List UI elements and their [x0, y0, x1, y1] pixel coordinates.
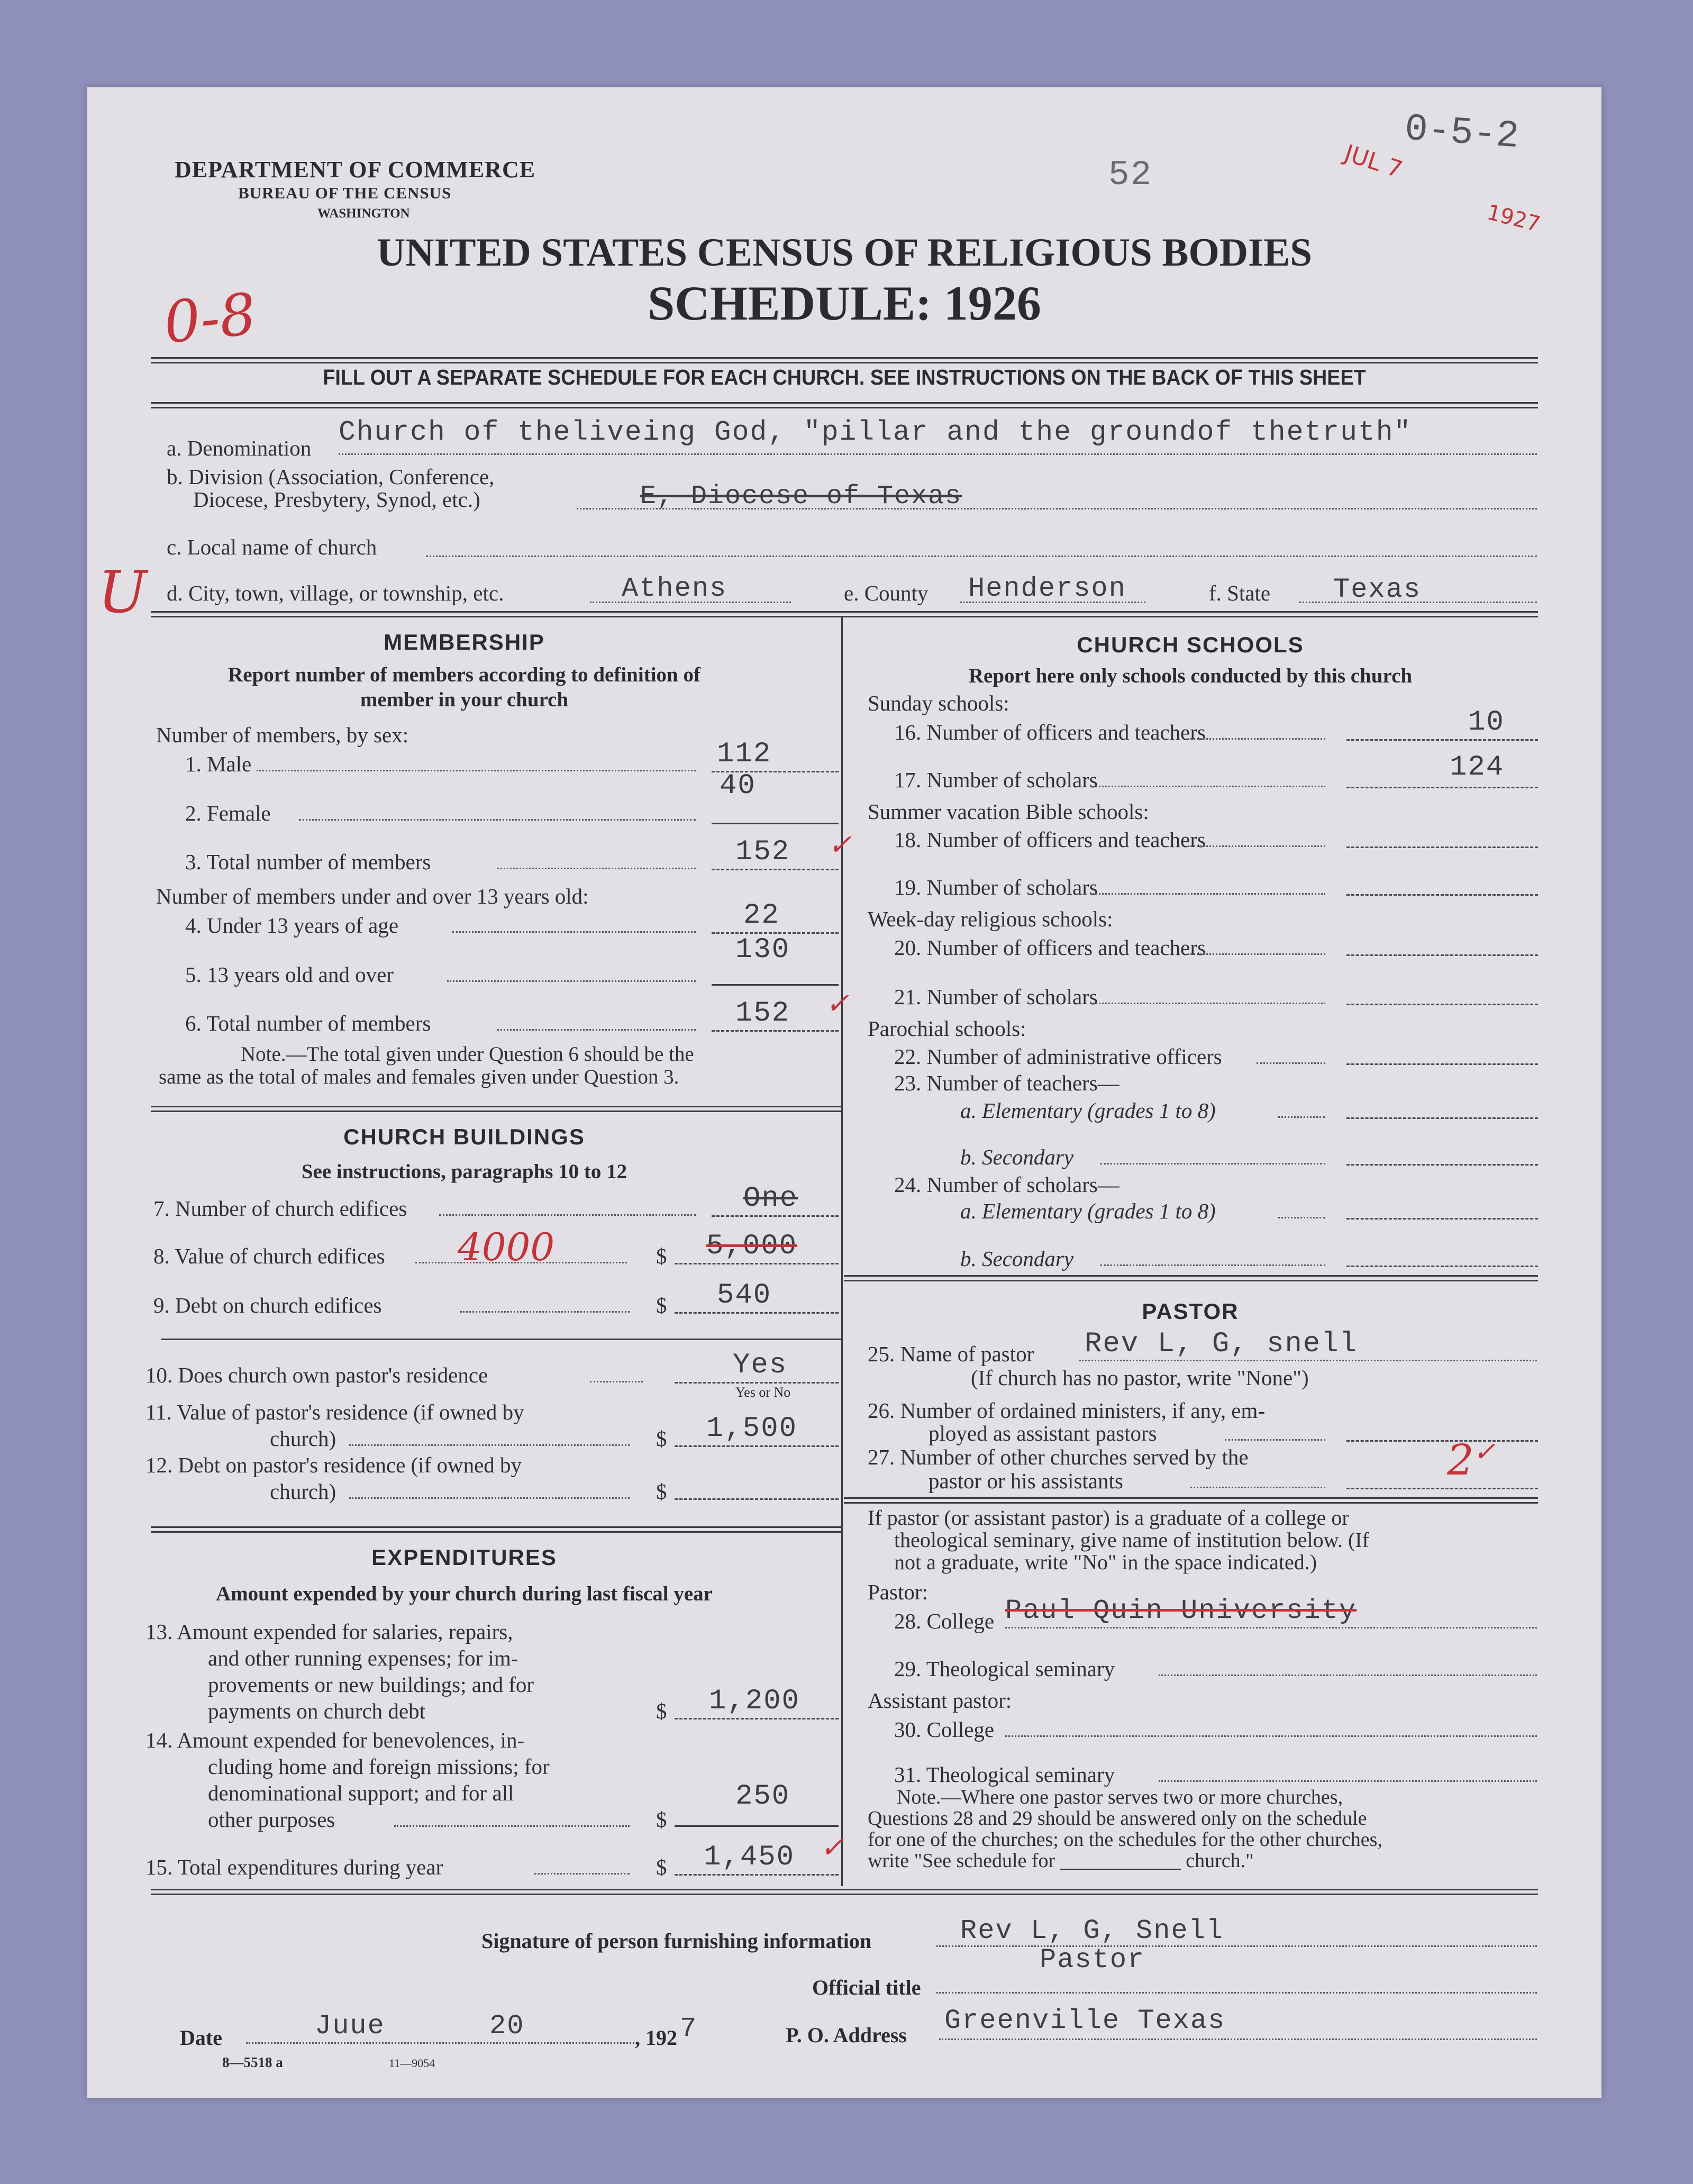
date-year-digit[interactable]: 7 — [680, 2013, 698, 2044]
graduate-text-2: theological seminary, give name of institution below. (If — [894, 1528, 1369, 1552]
separate-schedule-instruction: FILL OUT A SEPARATE SCHEDULE FOR EACH CHURCH. SEE INSTRUCTIONS ON THE BACK OF THIS SHEET — [323, 365, 1366, 389]
margin-check-mark: U — [98, 558, 147, 626]
q4-dots — [452, 931, 696, 933]
q13-line-3: provements or new buildings; and for — [208, 1672, 534, 1697]
county-line — [960, 602, 1145, 603]
q27-line-1: 27. Number of other churches served by the — [868, 1445, 1249, 1469]
q26-answer-line — [1346, 1440, 1538, 1442]
q14-dollar: $ — [656, 1807, 667, 1832]
q11-dollar: $ — [656, 1426, 667, 1451]
q15-check-icon: ✓ — [820, 1831, 844, 1864]
membership-heading: MEMBERSHIP — [384, 630, 545, 654]
q12-answer-line — [675, 1498, 839, 1500]
pastor-sub-label: Pastor: — [868, 1580, 928, 1604]
q7-label: 7. Number of church edifices — [153, 1196, 407, 1221]
q23b-answer-line — [1346, 1164, 1538, 1166]
q12-dots — [349, 1497, 630, 1499]
q10-hint: Yes or No — [735, 1385, 791, 1400]
buildings-rule — [151, 1526, 841, 1533]
q4-value[interactable]: 22 — [743, 899, 780, 932]
q22-label: 22. Number of administrative officers — [894, 1044, 1222, 1069]
q23-label: 23. Number of teachers— — [894, 1071, 1119, 1095]
q20-label: 20. Number of officers and teachers — [894, 935, 1206, 960]
q29-label: 29. Theological seminary — [894, 1657, 1115, 1681]
q19-label: 19. Number of scholars — [894, 875, 1098, 899]
membership-note-2: same as the total of males and females given under Question 3. — [159, 1066, 679, 1088]
signature-line — [936, 1945, 1537, 1947]
county-value[interactable]: Henderson — [968, 573, 1126, 604]
q1-label: 1. Male — [185, 752, 252, 776]
department-heading: DEPARTMENT OF COMMERCE — [175, 157, 536, 183]
q28-dots — [1005, 1627, 1537, 1628]
expenditures-heading: EXPENDITURES — [371, 1545, 557, 1570]
q2-label: 2. Female — [185, 801, 271, 825]
q3-answer-line — [712, 869, 839, 870]
po-address-line — [939, 2039, 1537, 2040]
q23a-label: a. Elementary (grades 1 to 8) — [960, 1098, 1216, 1123]
q16-label: 16. Number of officers and teachers — [894, 720, 1206, 744]
membership-sub-2: member in your church — [360, 688, 569, 711]
q5-value[interactable]: 130 — [735, 934, 790, 966]
q28-label: 28. College — [894, 1609, 995, 1633]
q11-label-2: church) — [270, 1426, 336, 1451]
local-name-label: c. Local name of church — [167, 535, 377, 559]
q8-label: 8. Value of church edifices — [153, 1244, 385, 1268]
schools-sub: Report here only schools conducted by this church — [968, 665, 1413, 687]
q13-line-1: 13. Amount expended for salaries, repairs, — [145, 1619, 513, 1644]
expenditures-sub: Amount expended by your church during last fiscal year — [216, 1582, 713, 1605]
q11-value[interactable]: 1,500 — [706, 1413, 798, 1445]
q3-label: 3. Total number of members — [185, 850, 431, 874]
form-subtitle: SCHEDULE: 1926 — [648, 276, 1041, 330]
q1-value[interactable]: 112 — [717, 738, 772, 770]
q5-dots — [447, 980, 696, 982]
state-value[interactable]: Texas — [1333, 574, 1422, 605]
denomination-value[interactable]: Church of theliveing God, "pillar and the groundof thetruth" — [339, 416, 1412, 448]
q25-hint: (If church has no pastor, write "None") — [971, 1366, 1309, 1390]
q6-value[interactable]: 152 — [735, 997, 790, 1030]
official-title-value[interactable]: Pastor — [1040, 1944, 1145, 1976]
q9-answer-line — [675, 1312, 839, 1314]
q13-value[interactable]: 1,200 — [709, 1685, 800, 1717]
q6-answer-line — [712, 1030, 839, 1032]
header-rule-bottom — [151, 402, 1538, 408]
q12-dollar: $ — [656, 1479, 667, 1504]
pastor-note-1: Note.—Where one pastor serves two or more churches, — [897, 1786, 1343, 1808]
q31-dots — [1159, 1780, 1537, 1782]
q5-sum-line — [712, 984, 839, 986]
date-month-value[interactable]: Juue — [315, 2010, 385, 2042]
q17-label: 17. Number of scholars — [894, 768, 1098, 792]
state-label: f. State — [1209, 581, 1271, 605]
q12-label-2: church) — [270, 1479, 336, 1504]
q18-label: 18. Number of officers and teachers — [894, 827, 1206, 852]
q8-answer-line — [675, 1263, 839, 1264]
q3-check-icon: ✓ — [828, 828, 852, 861]
signature-value[interactable]: Rev L, G, Snell — [960, 1915, 1224, 1946]
q3-dots — [497, 868, 696, 869]
q1-dots — [257, 770, 696, 771]
q15-label: 15. Total expenditures during year — [145, 1855, 443, 1879]
q14-sum-line — [675, 1825, 839, 1827]
q30-label: 30. College — [894, 1717, 995, 1742]
schools-heading: CHURCH SCHOOLS — [1077, 632, 1304, 657]
q22-answer-line — [1346, 1063, 1538, 1065]
pastor-name-value[interactable]: Rev L, G, snell — [1085, 1328, 1358, 1360]
q31-label: 31. Theological seminary — [894, 1762, 1115, 1787]
q25-dots — [1079, 1360, 1537, 1361]
q14-line-3: denominational support; and for all — [208, 1781, 514, 1805]
q24b-answer-line — [1346, 1266, 1538, 1267]
q8-corrected-value[interactable]: 4000 — [458, 1225, 555, 1269]
pastor-note-4: write "See schedule for ____________ church." — [868, 1850, 1254, 1872]
graduate-text-3: not a graduate, write "No" in the space indicated.) — [894, 1550, 1317, 1574]
membership-note-1: Note.—The total given under Question 6 should be the — [241, 1043, 694, 1066]
q16-dots — [1188, 738, 1325, 740]
q7-dots — [439, 1214, 696, 1216]
q13-dollar: $ — [656, 1699, 667, 1723]
q15-value[interactable]: 1,450 — [704, 1841, 795, 1873]
q27-answer-line — [1346, 1488, 1538, 1489]
graduate-text-1: If pastor (or assistant pastor) is a graduate of a college or — [868, 1506, 1349, 1530]
membership-rule — [151, 1106, 841, 1112]
buildings-heading: CHURCH BUILDINGS — [343, 1124, 585, 1149]
q13-answer-line — [675, 1718, 839, 1719]
q10-value[interactable]: Yes — [733, 1349, 788, 1381]
q15-answer-line — [675, 1874, 839, 1876]
q10-answer-line — [675, 1382, 839, 1384]
signature-label: Signature of person furnishing information — [481, 1929, 872, 1953]
q17-dots — [1090, 786, 1325, 787]
q22-dots — [1257, 1062, 1325, 1064]
q10-dots — [590, 1381, 643, 1382]
q27-dots — [1190, 1487, 1325, 1488]
denomination-label: a. Denomination — [167, 436, 312, 460]
q18-dots — [1188, 845, 1325, 847]
pastor-note-3: for one of the churches; on the schedules for the other churches, — [868, 1828, 1382, 1851]
q15-dollar: $ — [656, 1855, 667, 1879]
q20-answer-line — [1346, 954, 1538, 956]
q10-label: 10. Does church own pastor's residence — [145, 1363, 488, 1387]
division-line — [577, 508, 1537, 509]
q30-dots — [1005, 1735, 1537, 1737]
q26-dots — [1225, 1439, 1325, 1441]
q16-value[interactable]: 10 — [1468, 706, 1505, 739]
q15-dots — [534, 1873, 630, 1874]
buildings-sub: See instructions, paragraphs 10 to 12 — [301, 1160, 627, 1183]
q2-sum-line — [712, 823, 839, 824]
q23b-dots — [1100, 1163, 1325, 1164]
q6-label: 6. Total number of members — [185, 1011, 431, 1035]
members-by-age-label: Number of members under and over 13 years old: — [156, 884, 589, 908]
q7-answer-line — [712, 1215, 839, 1217]
q18-answer-line — [1346, 847, 1538, 848]
weekday-schools-label: Week-day religious schools: — [868, 907, 1113, 931]
sunday-schools-label: Sunday schools: — [868, 691, 1009, 715]
po-address-value[interactable]: Greenville Texas — [944, 2005, 1226, 2036]
received-stamp-date: JUL 7 — [1341, 139, 1406, 184]
bureau-heading: BUREAU OF THE CENSUS — [238, 184, 452, 202]
q17-value[interactable]: 124 — [1450, 751, 1505, 784]
q11-dots — [349, 1444, 630, 1446]
footer-rule — [151, 1889, 1538, 1895]
local-name-line — [426, 556, 1537, 557]
po-address-label: P. O. Address — [786, 2023, 907, 2047]
received-stamp-year: 1927 — [1484, 200, 1543, 237]
assistant-sub-label: Assistant pastor: — [868, 1688, 1012, 1713]
q24-label: 24. Number of scholars— — [894, 1172, 1119, 1197]
q26-line-1: 26. Number of ordained ministers, if any, em- — [868, 1398, 1266, 1423]
q26-line-2: ployed as assistant pastors — [929, 1421, 1157, 1445]
parochial-schools-label: Parochial schools: — [868, 1016, 1026, 1041]
column-divider — [841, 616, 843, 1886]
census-schedule-sheet — [87, 87, 1601, 2098]
q20-dots — [1188, 953, 1325, 955]
members-by-sex-label: Number of members, by sex: — [156, 723, 409, 747]
q14-dots — [394, 1825, 630, 1827]
schools-rule — [844, 1275, 1538, 1281]
college-value[interactable]: Paul Quin University — [1005, 1595, 1357, 1626]
q14-line-2: cluding home and foreign missions; for — [208, 1754, 550, 1779]
q21-dots — [1090, 1003, 1325, 1004]
q17-answer-line — [1346, 787, 1538, 788]
q6-dots — [497, 1029, 696, 1031]
print-code: 11—9054 — [389, 2056, 435, 2070]
header-rule-top — [151, 357, 1538, 363]
summer-schools-label: Summer vacation Bible schools: — [868, 799, 1149, 824]
page-number: 52 — [1108, 155, 1153, 195]
q8-dollar: $ — [656, 1244, 667, 1268]
q19-dots — [1090, 893, 1325, 895]
date-year-prefix: , 192 — [635, 2026, 677, 2050]
division-label-1: b. Division (Association, Conference, — [167, 465, 495, 489]
q23b-label: b. Secondary — [960, 1145, 1074, 1169]
county-label: e. County — [844, 581, 929, 605]
q8-original-value[interactable]: 5,000 — [706, 1230, 798, 1262]
q11-label-1: 11. Value of pastor's residence (if owned by — [145, 1400, 524, 1424]
q24a-answer-line — [1346, 1218, 1538, 1220]
q23a-dots — [1278, 1116, 1325, 1118]
q5-label: 5. 13 years old and over — [185, 962, 394, 987]
pastor-note-2: Questions 28 and 29 should be answered only on the schedule — [868, 1807, 1367, 1830]
q6-check-icon: ✓ — [825, 987, 850, 1020]
date-label: Date — [180, 2026, 222, 2050]
q25-label: 25. Name of pastor — [868, 1342, 1034, 1366]
buildings-mid-rule — [161, 1339, 841, 1340]
q24b-label: b. Secondary — [960, 1246, 1074, 1271]
city-value[interactable]: Athens — [622, 573, 727, 604]
date-line — [246, 2042, 638, 2044]
q9-dollar: $ — [656, 1293, 667, 1317]
q14-line-4: other purposes — [208, 1807, 335, 1832]
q3-value[interactable]: 152 — [735, 836, 790, 868]
division-value[interactable]: E, Diocese of Texas — [640, 481, 962, 512]
q24a-label: a. Elementary (grades 1 to 8) — [960, 1199, 1216, 1223]
city-label: d. City, town, village, or township, etc. — [167, 581, 504, 605]
identification-rule — [151, 611, 1538, 617]
q4-label: 4. Under 13 years of age — [185, 913, 399, 938]
q9-dots — [460, 1311, 630, 1313]
q14-line-1: 14. Amount expended for benevolences, in- — [145, 1728, 525, 1752]
washington-heading: WASHINGTON — [317, 206, 410, 221]
red-code-mark: 0-8 — [160, 281, 259, 357]
q13-line-4: payments on church debt — [208, 1699, 426, 1723]
q16-answer-line — [1346, 739, 1538, 741]
q21-label: 21. Number of scholars — [894, 985, 1098, 1009]
q13-line-2: and other running expenses; for im- — [208, 1646, 518, 1670]
q27-check-icon: ✓ — [1473, 1436, 1496, 1467]
q27-value[interactable]: 2 — [1447, 1435, 1474, 1485]
pastor-heading: PASTOR — [1142, 1299, 1239, 1324]
pastor-rule — [844, 1497, 1538, 1504]
form-code: 8—5518 a — [222, 2054, 283, 2070]
date-day-value[interactable]: 20 — [489, 2010, 525, 2042]
q27-line-2: pastor or his assistants — [929, 1469, 1123, 1493]
denomination-line — [339, 453, 1537, 455]
q11-answer-line — [675, 1445, 839, 1447]
q24b-dots — [1100, 1264, 1325, 1266]
official-title-line — [936, 1992, 1537, 1994]
q23a-answer-line — [1346, 1117, 1538, 1119]
division-label-2: Diocese, Presbytery, Synod, etc.) — [193, 487, 480, 512]
q24a-dots — [1278, 1217, 1325, 1218]
state-line — [1299, 602, 1537, 603]
q9-label: 9. Debt on church edifices — [153, 1293, 382, 1317]
q29-dots — [1159, 1675, 1537, 1676]
city-line — [590, 602, 791, 603]
q2-dots — [299, 819, 696, 821]
q19-answer-line — [1346, 894, 1538, 896]
q21-answer-line — [1346, 1004, 1538, 1005]
official-title-label: Official title — [812, 1976, 921, 1999]
file-code-mark: 0-5-2 — [1403, 107, 1521, 159]
q7-value[interactable]: One — [743, 1182, 798, 1215]
q9-value[interactable]: 540 — [717, 1279, 772, 1312]
q14-value[interactable]: 250 — [735, 1780, 790, 1813]
form-title: UNITED STATES CENSUS OF RELIGIOUS BODIES — [377, 231, 1312, 275]
q12-label-1: 12. Debt on pastor's residence (if owned by — [145, 1453, 522, 1477]
membership-sub-1: Report number of members according to definition of — [228, 663, 700, 686]
q2-value[interactable]: 40 — [720, 770, 756, 802]
